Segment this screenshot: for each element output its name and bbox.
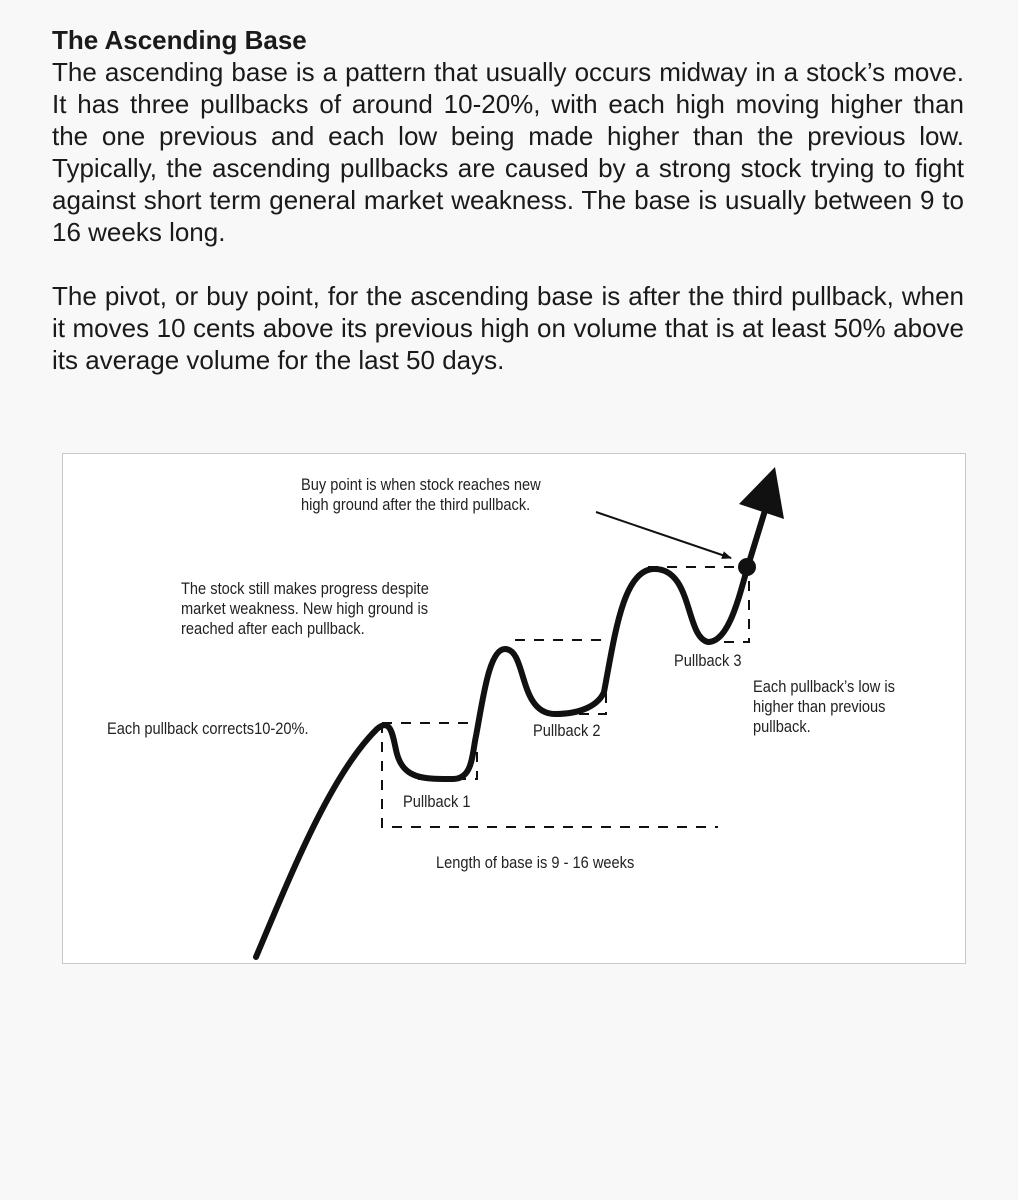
paragraph-pivot: The pivot, or buy point, for the ascending base is after the third pullback, when it moves 10 cents above its previous high on volume that is at least 50% above its average volume for the last 50 days. bbox=[52, 281, 964, 375]
higher-lows-annotation: Each pullback’s low is higher than previous pullback. bbox=[753, 677, 895, 736]
pullback-1-label: Pullback 1 bbox=[403, 792, 471, 811]
breakout-arrowhead bbox=[739, 467, 784, 519]
corrects-annotation: Each pullback corrects10-20%. bbox=[107, 719, 309, 738]
progress-annotation: The stock still makes progress despite market weakness. New high ground is reached after each pullback. bbox=[181, 579, 429, 638]
buy-point-callout-arrow bbox=[596, 512, 731, 558]
buy-point-annotation: Buy point is when stock reaches new high ground after the third pullback. bbox=[301, 475, 541, 514]
buy-point-marker bbox=[738, 558, 756, 576]
base-length-annotation: Length of base is 9 - 16 weeks bbox=[436, 853, 635, 872]
dashed-guides bbox=[382, 567, 749, 827]
ascending-base-diagram bbox=[62, 453, 966, 964]
pullback-3-label: Pullback 3 bbox=[674, 651, 742, 670]
paragraph-description: The ascending base is a pattern that usually occurs midway in a stock’s move. It has three pullbacks of around 10-20%, with each high moving higher than the one previous and each low being made higher than the previous low. Typically, the ascending pullbacks are caused by a strong stock trying to fight against short term general market weakness. The base is usually between 9 to 16 weeks long. bbox=[52, 57, 964, 247]
pullback-2-label: Pullback 2 bbox=[533, 721, 601, 740]
document-title: The Ascending Base bbox=[52, 25, 307, 55]
